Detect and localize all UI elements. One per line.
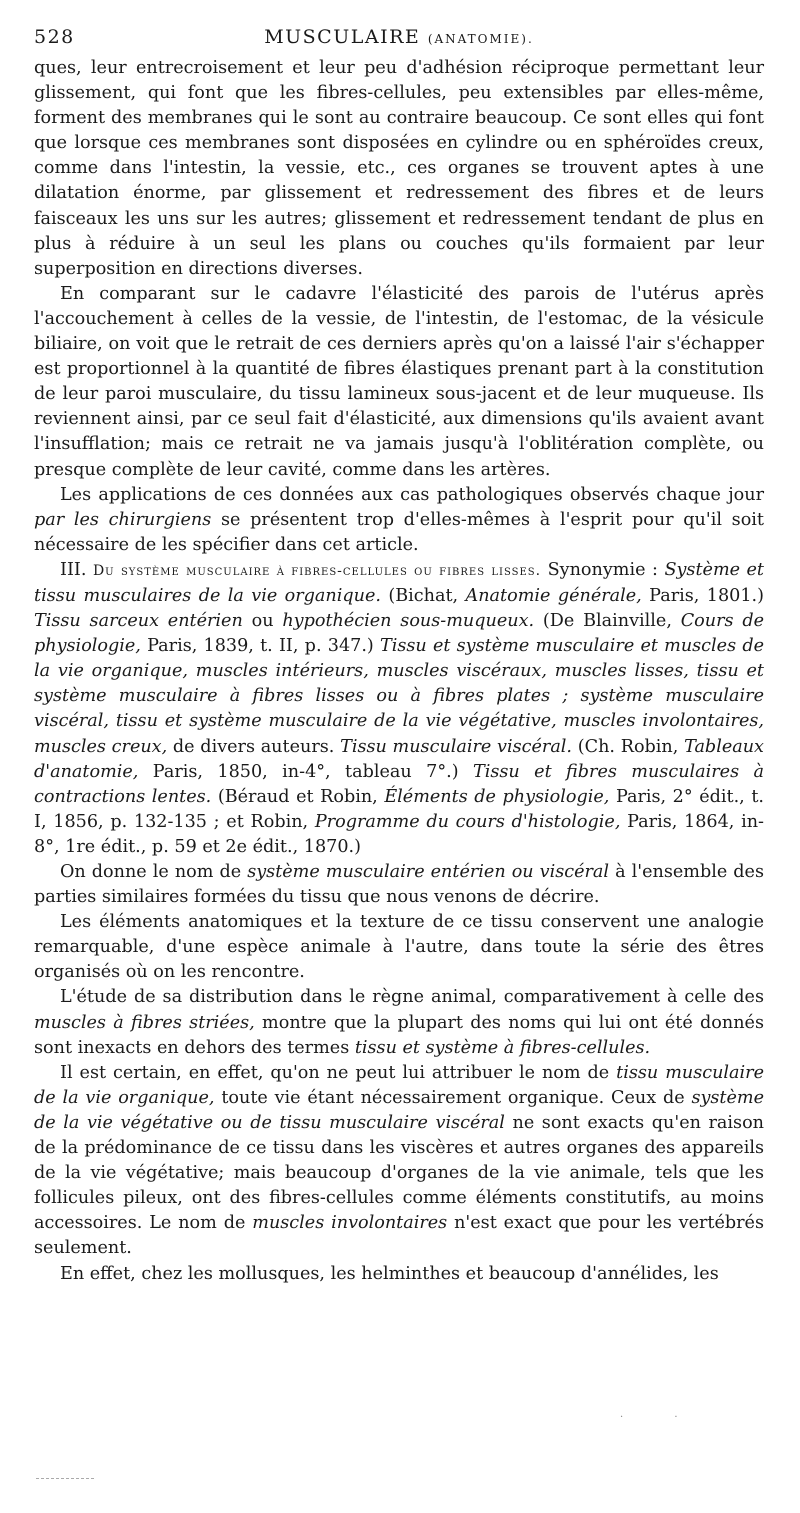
text-run: L'étude de sa distribution dans le règne animal, comparativement à celle des bbox=[60, 987, 764, 1008]
section-numeral: III. bbox=[60, 559, 87, 580]
running-header bbox=[34, 26, 764, 56]
text-run: Il est certain, en effet, qu'on ne peut lui attribuer le nom de bbox=[60, 1062, 617, 1083]
text-run: n'est exact que pour les vertébrés seulement. bbox=[34, 1213, 764, 1259]
text-run: On donne le nom de bbox=[60, 862, 248, 882]
paragraph-3 bbox=[34, 483, 764, 558]
paragraph-7 bbox=[34, 985, 764, 1060]
italic-run: muscles à fibres striées, bbox=[34, 1012, 255, 1033]
italic-run: système de la vie végétative ou de tissu musculaire viscéral bbox=[34, 1087, 765, 1133]
italic-run: Tableaux d'anatomie, bbox=[34, 736, 764, 782]
italic-run: Éléments de physiologie, bbox=[384, 786, 610, 807]
paragraph-6: Les éléments anatomiques et la texture de ce tissu conservent une analogie remarquable, d'une espèce animale à l'autre, dans toute la série des êtres organisés où on les rencontre. bbox=[34, 912, 764, 983]
text-run: ne sont exacts qu'en raison de la prédominance de ce tissu dans les viscères et autres organes des appareils de la vie végétative; mais beaucoup d'organes de la vie animale, tels que les follicules pileux, ont des fibres-cellules comme éléments constitutifs, au moins accessoires. Le nom de bbox=[34, 1112, 764, 1234]
italic-run: tissu musculaire de la vie organique, bbox=[34, 1062, 764, 1108]
paragraph-9: En effet, chez les mollusques, les helminthes et beaucoup d'annélides, les bbox=[60, 1263, 719, 1284]
scan-specks: · · bbox=[620, 1412, 702, 1423]
italic-run: par les chirurgiens bbox=[34, 509, 212, 530]
text-run: Les applications de ces données aux cas pathologiques observés chaque jour bbox=[60, 484, 764, 505]
paragraph-5 bbox=[34, 860, 764, 910]
text-run: Paris, 1864, in-8°, 1re édit., p. 59 et 2e édit., 1870.) bbox=[34, 811, 764, 857]
running-title bbox=[94, 26, 704, 48]
paragraph-4-synonymy bbox=[34, 558, 764, 860]
page-number: 528 bbox=[34, 26, 75, 48]
text-run: Synonymie : bbox=[541, 559, 665, 580]
text-run: toute vie étant nécessairement organique. Ceux de bbox=[214, 1087, 692, 1108]
paragraph-2: En comparant sur le cadavre l'élasticité des parois de l'utérus après l'accouchement à celles de la vessie, de l'intestin, de l'estomac, de la vésicule biliaire, on voit que le retrait de ces derniers après qu'on a laissé l'air s'échapper est proportionnel à la quantité de fibres élastiques prenant part à la constitution de leur paroi musculaire, du tissu lamineux sous-jacent et de leur muqueuse. Ils reviennent ainsi, par ce seul fait d'élasticité, aux dimensions qu'ils avaient avant l'insufflation; mais ce retrait ne va jamais jusqu'à l'oblitération complète, ou presque complète de leur cavité, comme dans les artères. bbox=[34, 283, 764, 480]
italic-run: Programme du cours d'histologie, bbox=[314, 811, 621, 832]
text-run: (Bichat, bbox=[380, 585, 466, 606]
italic-run: Tissu et fibres musculaires à contractions lentes. bbox=[34, 761, 765, 807]
text-run: (Béraud et Robin, bbox=[211, 786, 385, 807]
italic-run: Tissu sarceux entérien bbox=[34, 611, 243, 632]
italic-run: muscles involontaires bbox=[252, 1213, 448, 1234]
text-run: (De Blainville, bbox=[534, 611, 681, 632]
italic-run: Tissu musculaire viscéral. bbox=[340, 736, 573, 757]
italic-run: Système et tissu musculaires de la vie organique. bbox=[34, 559, 765, 606]
italic-run: Cours de physiologie, bbox=[34, 611, 765, 657]
italic-run: Anatomie générale, bbox=[465, 585, 642, 606]
text-run: Paris, 1839, t. II, p. 347.) bbox=[140, 636, 380, 657]
italic-run: hypothécien sous-muqueux. bbox=[282, 611, 535, 632]
text-run: Paris, 1801.) bbox=[641, 585, 764, 606]
text-run: Paris, 2° édit., t. I, 1856, p. 132-135 ; et Robin, bbox=[34, 786, 764, 832]
italic-run: système musculaire entérien ou viscéral bbox=[247, 862, 610, 882]
text-run: se présentent trop d'elles-mêmes à l'esprit pour qu'il soit nécessaire de les spécifier dans cet article. bbox=[34, 509, 764, 555]
running-title-sub: (ANATOMIE). bbox=[427, 32, 534, 46]
italic-run: tissu et système à fibres-cellules. bbox=[354, 1037, 651, 1058]
section-heading: Du système musculaire à fibres-cellules ou fibres lisses. bbox=[92, 562, 542, 579]
italic-run: Tissu et système musculaire et muscles de la vie organique, muscles intérieurs, muscles viscéraux, muscles lisses, tissu et système musculaire à fibres lisses ou à fibres plates ; système musculaire viscéral, tissu et système musculaire de la vie végétative, muscles involontaires, muscles creux, bbox=[34, 636, 764, 757]
paragraph-8 bbox=[34, 1061, 764, 1262]
text-run: montre que la plupart des noms qui lui ont été donnés sont inexacts en dehors des termes bbox=[34, 1012, 764, 1058]
running-title-main: MUSCULAIRE bbox=[264, 26, 421, 48]
text-run: ou bbox=[242, 611, 283, 632]
text-run: Paris, 1850, in-4°, tableau 7°.) bbox=[138, 761, 473, 782]
text-run: à l'ensemble des parties similaires formées du tissu que nous venons de décrire. bbox=[34, 862, 764, 908]
scan-mark-rule bbox=[36, 1478, 94, 1479]
paragraph-1: ques, leur entrecroisement et leur peu d'adhésion réciproque permettant leur glissement, qui font que les fibres-cellules, peu extensibles par elles-même, forment des membranes qui le sont au contraire beaucoup. Ce sont elles qui font que lorsque ces membranes sont disposées en cylindre ou en sphéroïdes creux, comme dans l'intestin, la vessie, etc., ces organes se trouvent aptes à une dilatation énorme, par glissement et redressement des fibres et de leurs faisceaux les uns sur les autres; glissement et redressement tendant de plus en plus à réduire à un seul les plans ou couches qu'ils formaient par leur superposition en directions diverses. bbox=[34, 58, 764, 279]
text-run: de divers auteurs. bbox=[167, 736, 341, 757]
text-run: (Ch. Robin, bbox=[572, 736, 685, 757]
body-text bbox=[34, 56, 764, 1287]
